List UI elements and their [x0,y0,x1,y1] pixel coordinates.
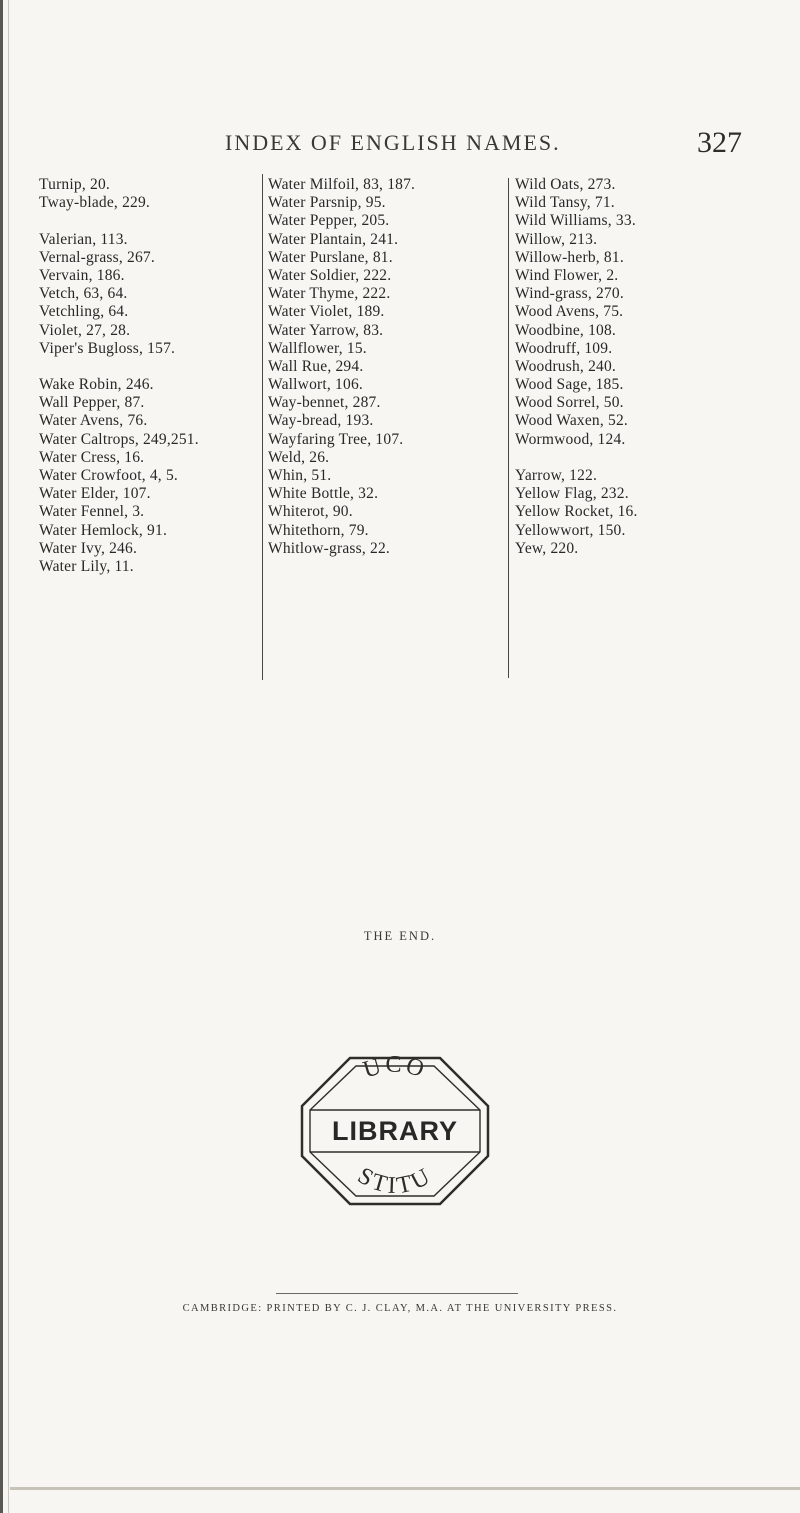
page-header [0,126,800,162]
index-gap [515,449,638,467]
index-entry: Woodbine, 108. [515,321,616,339]
index-entry: Wood Sorrel, 50. [515,394,624,412]
index-entry: Yellowwort, 150. [515,521,626,539]
index-entry: Wind-grass, 270. [515,285,624,303]
index-entry: Water Lily, 11. [39,557,134,575]
index-entry: White Bottle, 32. [268,485,379,503]
index-entry: Whin, 51. [268,467,332,484]
index-entry: Violet, 27, 28. [39,321,131,339]
index-entry: Water Ivy, 246. [39,539,138,557]
svg-text:STITU [353,1163,437,1200]
library-stamp [290,1032,500,1230]
index-entry: Wallflower, 15. [268,339,367,357]
index-entry: Whiterot, 90. [268,503,353,521]
index-entry: Wall Pepper, 87. [39,394,145,412]
index-entry: Whitlow-grass, 22. [268,539,390,557]
index-entry: Tway-blade, 229. [39,194,151,212]
footer-rule [276,1293,518,1294]
index-entry: Water Soldier, 222. [268,266,392,284]
library-stamp-seal [290,1032,500,1230]
index-entry: Water Cress, 16. [39,448,145,466]
index-entry: Water Fennel, 3. [39,503,145,521]
page-edge-shadow [0,0,3,1513]
index-entry: Water Elder, 107. [39,485,151,503]
index-entry: Wild Williams, 33. [515,212,636,230]
index-entry: Water Purslane, 81. [268,248,393,266]
index-entry: Water Milfoil, 83, 187. [268,176,416,193]
page-number: 327 [697,126,742,159]
stamp-center-text: LIBRARY [332,1116,458,1146]
index-entry: Woodrush, 240. [515,357,617,375]
index-entry: Turnip, 20. [39,176,110,193]
index-entry: Wallwort, 106. [268,376,363,394]
column-rule-1 [262,174,263,680]
index-entry: Wood Avens, 75. [515,303,624,321]
column-rule-2 [508,178,509,678]
index-gap [39,212,199,230]
printer-imprint: CAMBRIDGE: PRINTED BY C. J. CLAY, M.A. AT THE UNIVERSITY PRESS. [182,1303,618,1314]
index-entry: Weld, 26. [268,448,330,466]
index-entry: Water Hemlock, 91. [39,521,168,539]
index-entry: Water Avens, 76. [39,412,148,430]
index-gap [39,358,199,376]
index-entry: Wall Rue, 294. [268,357,364,375]
index-entry: Wild Oats, 273. [515,176,616,193]
index-entry: Way-bennet, 287. [268,394,381,412]
index-entry: Vetchling, 64. [39,303,129,321]
index-column-3 [515,176,638,558]
index-entry: Water Thyme, 222. [268,285,391,303]
index-entry: Viper's Bugloss, 157. [39,339,176,357]
index-entry: Willow-herb, 81. [515,248,624,266]
svg-text:UCO [360,1052,429,1083]
stamp-top-text: UCO [360,1052,430,1084]
index-column-2 [268,176,415,558]
running-title: INDEX OF ENGLISH NAMES. [225,130,561,155]
index-entry: Wormwood, 124. [515,430,626,448]
index-entry: Wild Tansy, 71. [515,194,615,212]
index-entry: Valerian, 113. [39,230,128,248]
index-entry: Water Plantain, 241. [268,230,399,248]
index-entry: Way-bread, 193. [268,412,374,430]
index-entry: Willow, 213. [515,230,598,248]
index-entry: Water Violet, 189. [268,303,385,321]
index-entry: Water Pepper, 205. [268,212,390,230]
index-entry: Whitethorn, 79. [268,521,369,539]
index-entry: Vernal-grass, 267. [39,248,155,266]
index-entry: Vervain, 186. [39,266,125,284]
index-entry: Woodruff, 109. [515,339,613,357]
index-entry: Vetch, 63, 64. [39,285,128,303]
index-entry: Water Yarrow, 83. [268,321,384,339]
index-entry: Yellow Rocket, 16. [515,503,638,521]
index-entry: Water Crowfoot, 4, 5. [39,467,178,484]
index-entry: Wayfaring Tree, 107. [268,430,404,448]
the-end: THE END. [363,929,437,943]
page-bottom-edge [10,1487,800,1490]
index-entry: Wind Flower, 2. [515,266,619,284]
index-entry: Water Caltrops, 249,251. [39,430,199,448]
index-entry: Yellow Flag, 232. [515,485,629,503]
index-column-1 [39,176,199,576]
index-entry: Wood Waxen, 52. [515,412,629,430]
index-entry: Yarrow, 122. [515,467,598,484]
index-entry: Yew, 220. [515,539,579,557]
page-edge-line [8,0,9,1513]
index-entry: Water Parsnip, 95. [268,194,386,212]
index-entry: Wood Sage, 185. [515,376,624,394]
index-entry: Wake Robin, 246. [39,376,154,394]
stamp-bottom-text: STITU [353,1162,437,1200]
